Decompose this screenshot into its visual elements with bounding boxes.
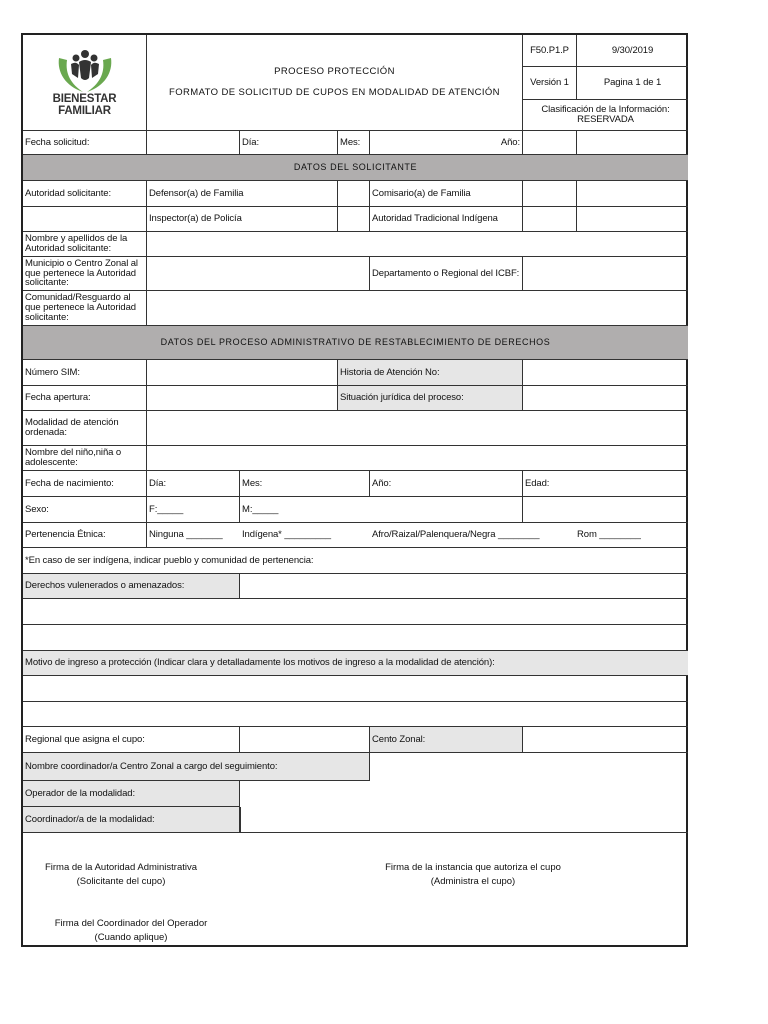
coordinator-cz-field[interactable] (370, 753, 688, 781)
regional-field[interactable] (240, 727, 370, 753)
request-date-field[interactable] (147, 131, 240, 155)
process-title: PROCESO PROTECCIÓN (274, 66, 395, 78)
request-extra-field[interactable] (577, 131, 688, 155)
request-day-label: Día: (240, 131, 338, 155)
signature-authorizer-title: Firma de la instancia que autoriza el cupo (385, 862, 561, 873)
ethnic-options (147, 523, 688, 548)
signature-operator-sub: (Cuando aplique) (94, 932, 168, 944)
birth-month-label: Mes: (240, 471, 370, 497)
sim-field[interactable] (147, 360, 338, 386)
regional-label: Regional que asigna el cupo: (23, 727, 240, 753)
legal-status-field[interactable] (523, 386, 688, 411)
authority-blank-2 (577, 207, 688, 232)
comisario-checkbox[interactable] (523, 181, 577, 207)
opening-date-field[interactable] (147, 386, 338, 411)
request-date-label: Fecha solicitud: (23, 131, 147, 155)
rights-line-3[interactable] (23, 625, 688, 651)
legal-status-label: Situación jurídica del proceso: (338, 386, 523, 411)
org-name-line2: FAMILIAR (58, 104, 111, 117)
signature-operator-title: Firma del Coordinador del Operador (54, 918, 208, 929)
ethnic-rom[interactable]: Rom ________ (577, 529, 641, 541)
reason-label: Motivo de ingreso a protección (Indicar clara y detalladamente los motivos de ingreso a la modalidad de atención): (23, 651, 688, 676)
form-date: 9/30/2019 (577, 35, 688, 67)
form-title: FORMATO DE SOLICITUD DE CUPOS EN MODALIDAD DE ATENCIÓN (169, 87, 500, 98)
opening-date-label: Fecha apertura: (23, 386, 147, 411)
community-label: Comunidad/Resguardo al que pertenece la Autoridad solicitante: (23, 291, 147, 326)
coordinator-cz-label: Nombre coordinador/a Centro Zonal a cargo del seguimiento: (23, 753, 370, 781)
option-defensor: Defensor(a) de Familia (147, 181, 338, 207)
option-tradicional: Autoridad Tradicional Indígena (370, 207, 523, 232)
municipality-field[interactable] (147, 257, 370, 291)
inspector-checkbox[interactable] (338, 207, 370, 232)
indigenous-note: *En caso de ser indígena, indicar pueblo y comunidad de pertenencia: (23, 548, 688, 574)
signature-admin-title: Firma de la Autoridad Administrativa (44, 862, 198, 873)
zonal-label: Cento Zonal: (370, 727, 523, 753)
signature-authorizer-sub: (Administra el cupo) (430, 876, 516, 888)
child-name-label: Nombre del niño,niña o adolescente: (23, 446, 147, 471)
request-form (21, 33, 688, 947)
signature-operator[interactable] (41, 917, 221, 946)
department-label: Departamento o Regional del ICBF: (370, 257, 523, 291)
sex-blank (523, 497, 688, 523)
form-version: Versión 1 (523, 67, 577, 100)
operator-field[interactable] (240, 781, 688, 807)
form-page: Pagina 1 de 1 (577, 67, 688, 100)
form-code: F50.P1.P (523, 35, 577, 67)
zonal-field[interactable] (523, 727, 688, 753)
defensor-checkbox[interactable] (338, 181, 370, 207)
icbf-logo-icon (55, 48, 115, 94)
request-year-field[interactable] (523, 131, 577, 155)
ethnic-none[interactable]: Ninguna _______ (149, 529, 223, 541)
sex-female[interactable]: F:_____ (147, 497, 240, 523)
authority-label: Autoridad solicitante: (23, 181, 147, 207)
tradicional-checkbox[interactable] (523, 207, 577, 232)
signature-admin-sub: (Solicitante del cupo) (76, 876, 166, 888)
department-field[interactable] (523, 257, 688, 291)
reason-line-1[interactable] (23, 676, 688, 702)
operator-label: Operador de la modalidad: (23, 781, 240, 807)
sex-male[interactable]: M:_____ (240, 497, 523, 523)
child-name-field[interactable] (147, 446, 688, 471)
sex-label: Sexo: (23, 497, 147, 523)
authority-blank-1 (577, 181, 688, 207)
signature-authorizer[interactable] (368, 861, 578, 890)
age-label: Edad: (523, 471, 688, 497)
modality-label: Modalidad de atención ordenada: (23, 411, 147, 446)
rights-line-2[interactable] (23, 599, 688, 625)
ethnic-indigenous[interactable]: Indígena* _________ (242, 529, 331, 541)
classification-value: RESERVADA (577, 114, 634, 125)
classification-cell (523, 100, 688, 131)
option-comisario: Comisario(a) de Familia (370, 181, 523, 207)
option-inspector: Inspector(a) de Policía (147, 207, 338, 232)
history-field[interactable] (523, 360, 688, 386)
modality-field[interactable] (147, 411, 688, 446)
birth-day-label: Día: (147, 471, 240, 497)
authority-blank-label (23, 207, 147, 232)
birth-year-label: Año: (370, 471, 523, 497)
request-year-label: Año: (370, 131, 523, 155)
community-field[interactable] (147, 291, 688, 326)
reason-line-2[interactable] (23, 702, 688, 727)
section-process-header: DATOS DEL PROCESO ADMINISTRATIVO DE RESTABLECIMIENTO DE DERECHOS (23, 326, 688, 360)
authority-name-label: Nombre y apellidos de la Autoridad solicitante: (23, 232, 147, 257)
rights-field[interactable] (240, 574, 688, 599)
history-label: Historia de Atención No: (338, 360, 523, 386)
authority-name-field[interactable] (147, 232, 688, 257)
request-month-label: Mes: (338, 131, 370, 155)
coordinator-mod-label: Coordinador/a de la modalidad: (23, 807, 240, 833)
sim-label: Número SIM: (23, 360, 147, 386)
birth-date-label: Fecha de nacimiento: (23, 471, 147, 497)
coordinator-mod-field[interactable] (240, 807, 688, 833)
municipality-label: Municipio o Centro Zonal al que pertenece la Autoridad solicitante: (23, 257, 147, 291)
rights-label: Derechos vulenerados o amenazados: (23, 574, 240, 599)
ethnic-afro[interactable]: Afro/Raizal/Palenquera/Negra ________ (372, 529, 540, 541)
title-cell (147, 35, 523, 131)
org-name-line1: BIENESTAR (52, 93, 117, 105)
signature-admin[interactable] (31, 861, 211, 890)
ethnic-label: Pertenencia Étnica: (23, 523, 147, 548)
classification-label: Clasificación de la Información: (541, 104, 670, 116)
section-applicant-header: DATOS DEL SOLICITANTE (23, 155, 688, 181)
logo-cell (23, 35, 147, 131)
